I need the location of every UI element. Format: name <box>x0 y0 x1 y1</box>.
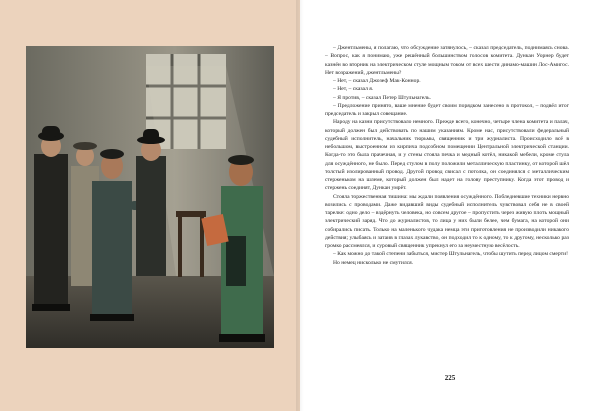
illustration <box>26 46 274 348</box>
paragraph: – Джентльмены, я полагаю, что обсуждение затянулось, – сказал председатель, поднимаясь снова. – Вопрос, как я понимаю, уже решённый большинством голосов комитета. Дункан Уорнер будет казнён во вторник на электрическом стуле мощным током от всех шести динамо-машин Лос-Амигос. Нет возражений, джентльмены? <box>325 45 569 76</box>
body-text <box>325 44 569 267</box>
paragraph: – Нет, – сказал я. <box>333 86 374 93</box>
paragraph: – Я против, – сказал Петер Штульнагель. <box>333 94 431 101</box>
page-gutter <box>296 0 304 411</box>
paragraph: – Нет, – сказал Джозеф Мак-Коннор. <box>333 78 421 84</box>
paragraph: Но немец нисколько не смутился. <box>333 259 414 266</box>
paragraph: Стояла торжественная тишина: мы ждали появления осуждённого. Побледневшие техники нервно возились с проводами. Даже видавший виды судебный исполнитель чувствовал себя не в своей тарелке: одно дело – вздёрнуть человека, но совсем другое – пропустить через живую плоть мощный электрический заряд. Что до журналистов, то лица у них были белее, чем бумага, на которой они собирались писать. Только на маленького чудака немца эти приготовления не производили никакого действия; улыбаясь и затаив в глазах лукавство, он подходил то к одному, то к другому, несколько раз громко рассмеялся, и суровый священник упрекнул его за неуместную весёлость. <box>325 193 569 249</box>
paragraph: Народу на казни присутствовало немного. Прежде всего, конечно, четыре члена комитета и палач, который должен был действовать по нашим указаниям. Кроме нас, присутствовали федеральный судебный исполнитель, начальник тюрьмы, священник и три журналиста. Происходило всё в небольшом, выстроенном из кирпича подсобном помещении Центральной электрической станции. Когда-то это была прачечная, и у стены стояла печка и медный котёл, никакой мебели, кроме стула для осуждённого, не было. Перед стулом в полу положили металлическую пластинку, от которой шёл толстый изолированный провод. Другой провод свисал с потолка, он соединялся с металлическим стерженьком на шлеме, который должен был надет на голову преступнику. Когда этот провод и стержень соединят, Дункан умрёт. <box>325 119 569 192</box>
execution-scene-icon <box>26 46 274 348</box>
paragraph: – Предложение принято, ваше мнение будет своим порядком занесено в протокол, – подвёл итог председатель и закрыл совещание. <box>325 102 569 117</box>
paragraph: – Как можно до такой степени забыться, мистер Штульнагель, чтобы шутить перед лицом смерти! <box>333 251 568 258</box>
page-number: 225 <box>444 374 456 382</box>
